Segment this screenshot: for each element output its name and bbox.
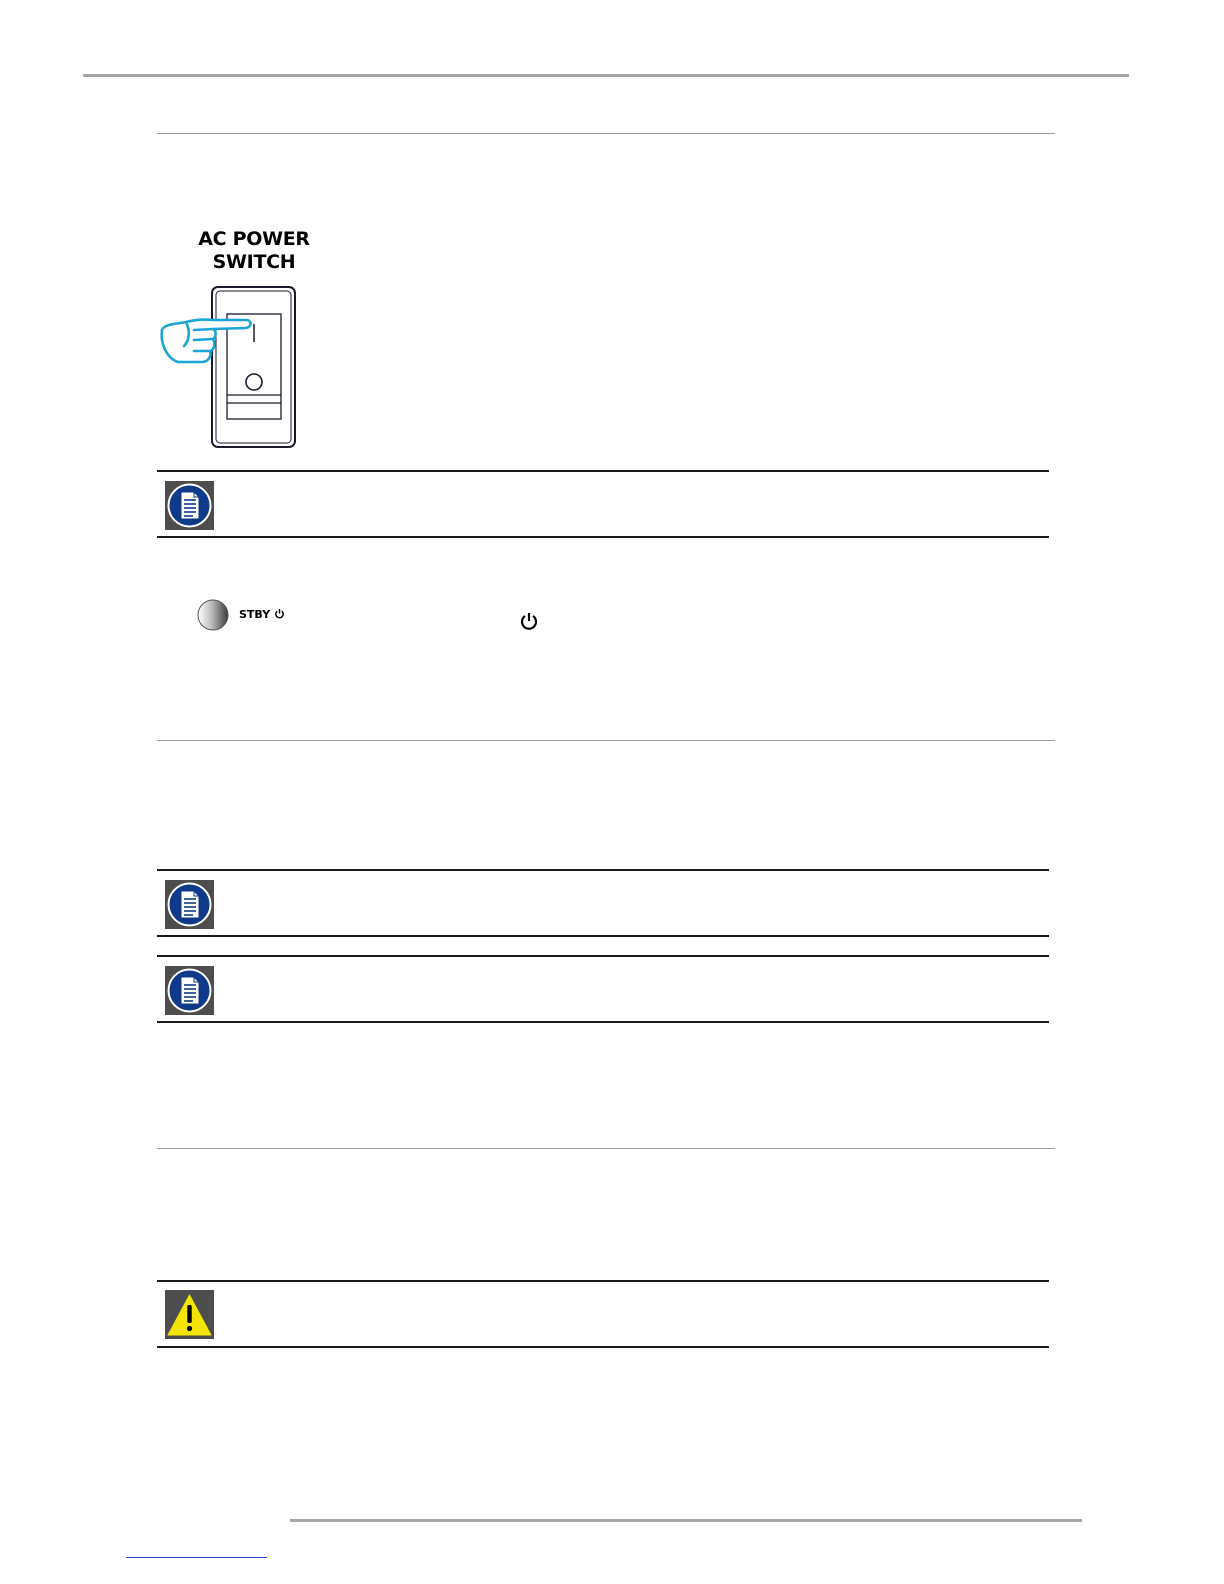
ac-power-switch-illustration — [150, 280, 310, 455]
note-top-rule — [157, 869, 1049, 871]
document-note-icon — [165, 880, 214, 929]
document-note-icon — [165, 481, 214, 530]
section-divider — [157, 133, 1055, 134]
section-divider — [157, 1148, 1055, 1149]
standby-button-icon[interactable] — [196, 598, 230, 632]
footer-rule — [290, 1519, 1082, 1522]
standby-label — [239, 608, 285, 621]
switch-caption-line2: SWITCH — [212, 251, 296, 273]
footer-link[interactable] — [126, 1557, 267, 1558]
section-divider — [157, 740, 1055, 741]
header-rule — [83, 74, 1129, 77]
warning-bottom-rule — [157, 1346, 1049, 1348]
switch-caption — [190, 228, 318, 274]
warning-top-rule — [157, 1280, 1049, 1282]
power-icon — [274, 608, 285, 619]
standby-label-text: STBY — [239, 608, 271, 621]
document-note-icon — [165, 966, 214, 1015]
note-bottom-rule — [157, 935, 1049, 937]
note-bottom-rule — [157, 536, 1049, 538]
note-top-rule — [157, 955, 1049, 957]
power-icon — [519, 611, 539, 631]
note-top-rule — [157, 470, 1049, 472]
switch-caption-line1: AC POWER — [198, 228, 310, 250]
warning-triangle-icon — [165, 1290, 214, 1339]
note-bottom-rule — [157, 1021, 1049, 1023]
